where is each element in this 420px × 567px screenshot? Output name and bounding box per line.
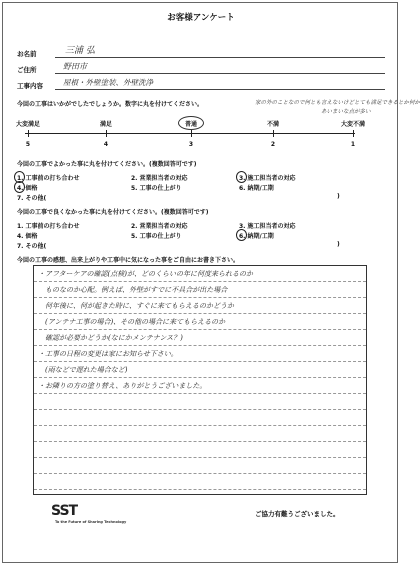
scale-tick-3 [191, 130, 192, 137]
q1-text: 今回の工事はいかがでしたでしょうか。数字に丸を付けてください。 [17, 101, 204, 108]
q3-option-3[interactable]: 3. 施工担当者の対応 [239, 223, 296, 230]
q3-text: 今回の工事で良くなかった事に丸を付けてください。(複数回答可です) [17, 209, 209, 216]
comment-box[interactable] [33, 265, 367, 495]
address-underline [55, 73, 385, 74]
comment-line [34, 266, 366, 282]
q2-option-4[interactable]: 4. 価格 [17, 185, 38, 192]
scale-num-3[interactable]: 3 [188, 141, 194, 148]
q2-option-7-close: ) [337, 193, 340, 200]
company-logo: SST [51, 503, 78, 519]
comment-line [34, 378, 366, 394]
q2-option-1[interactable]: 1. 工事前の打ち合わせ [17, 175, 80, 182]
work-underline [55, 89, 385, 90]
q3-circle-6 [236, 229, 247, 241]
comment-text: 何年後に、何が起きた時に、すぐに来てもらえるのかどうか [38, 302, 234, 310]
scale-num-4[interactable]: 4 [103, 141, 109, 148]
comment-text: ・アフターケアの確認(点検)が、どのくらいの年に何度来られるのか [38, 270, 253, 278]
q2-text: 今回の工事でよかった事に丸を付けてください。(複数回答可です) [17, 161, 197, 168]
comment-line [34, 474, 366, 490]
scale-num-2[interactable]: 2 [270, 141, 276, 148]
q2-option-3[interactable]: 3. 施工担当者の対応 [239, 175, 296, 182]
comment-line [34, 410, 366, 426]
scale-tick-2 [273, 130, 274, 137]
comment-line [34, 362, 366, 378]
comment-text: (雨などで遅れた場合など) [38, 366, 128, 374]
q1-selection-mark [178, 116, 204, 130]
scale-label-4: 満足 [99, 121, 112, 128]
thanks-message: ご協力有難うございました。 [255, 510, 340, 518]
scale-label-2: 不満 [266, 121, 279, 128]
comment-text: 確認が必要かどうか(なにかメンテナンス？) [38, 334, 183, 342]
q2-option-7[interactable]: 7. その他( [17, 195, 47, 202]
comment-line [34, 442, 366, 458]
q3-option-1[interactable]: 1. 工事前の打ち合わせ [17, 223, 80, 230]
comment-line [34, 314, 366, 330]
comment-text: ・工事の日程の変更は家にお知らせ下さい。 [38, 350, 178, 358]
scale-label-5: 大変満足 [15, 121, 40, 128]
comment-line [34, 330, 366, 346]
company-tagline: To the Future of Sharing Technology [55, 520, 127, 524]
scale-num-5[interactable]: 5 [25, 141, 31, 148]
comment-line [34, 458, 366, 474]
q1-handwritten-note: 家の外のことなので何とも言えないけどとても満足できるとか何か [255, 100, 420, 106]
address-value[interactable]: 野田市 [63, 62, 87, 71]
q2-circle-4 [14, 181, 25, 193]
comment-line [34, 298, 366, 314]
q2-option-2[interactable]: 2. 営業担当者の対応 [131, 175, 188, 182]
comment-line [34, 394, 366, 410]
q2-circle-3 [236, 171, 247, 183]
scale-num-1[interactable]: 1 [350, 141, 356, 148]
comment-text: ものなのか心配。例えば、外壁がすでに不具合が出た場合 [38, 286, 228, 294]
scale-label-1: 大変不満 [340, 121, 365, 128]
scale-label-3: 普通 [184, 121, 197, 128]
survey-page [2, 2, 420, 563]
q3-option-7[interactable]: 7. その他( [17, 243, 47, 250]
q2-option-5[interactable]: 5. 工事の仕上がり [131, 185, 182, 192]
q3-option-7-close: ) [337, 241, 340, 248]
q3-option-2[interactable]: 2. 営業担当者の対応 [131, 223, 188, 230]
survey-title: お客様アンケート [167, 13, 235, 23]
q2-option-6[interactable]: 6. 納期/工期 [239, 185, 274, 192]
comment-line [34, 426, 366, 442]
scale-tick-4 [106, 130, 107, 137]
comment-text: (アンテナ工事の場合)、その他の場合に来てもらえるのか [38, 318, 226, 326]
comment-text: ・お隣りの方の塗り替え、ありがとうございました。 [38, 382, 207, 390]
address-label: ご住所 [17, 66, 37, 74]
comment-line [34, 282, 366, 298]
work-value[interactable]: 屋根・外壁塗装、外壁洗浄 [63, 78, 153, 87]
q3-option-5[interactable]: 5. 工事の仕上がり [131, 233, 182, 240]
name-value[interactable]: 三浦 弘 [65, 46, 95, 56]
name-label: お名前 [17, 50, 37, 58]
q3-option-4[interactable]: 4. 価格 [17, 233, 38, 240]
scale-tick-1 [353, 130, 354, 137]
q3-option-6[interactable]: 6. 納期/工期 [239, 233, 274, 240]
q4-text: 今回の工事の感想、出来上がりや工事中に気になった事をご自由にお書き下さい。 [17, 257, 240, 264]
name-underline [55, 57, 385, 58]
scale-tick-5 [28, 130, 29, 137]
scale-line [25, 133, 355, 134]
work-label: 工事内容 [17, 82, 43, 90]
comment-line [34, 346, 366, 362]
q1-handwritten-note-2: あいまいな点が多い [321, 109, 371, 115]
